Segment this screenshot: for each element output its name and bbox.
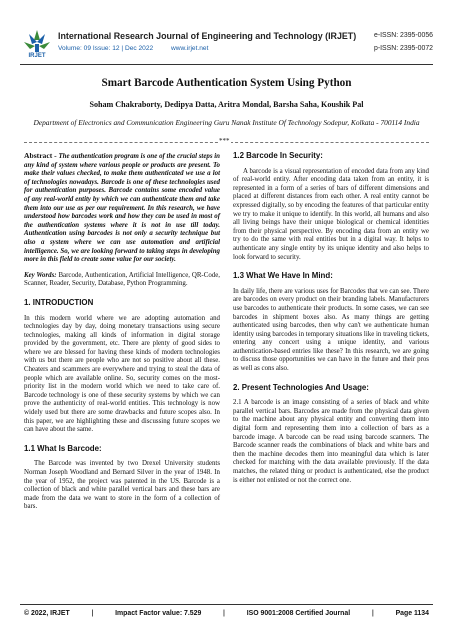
- eissn: e-ISSN: 2395-0056: [374, 32, 433, 39]
- section-heading-what-we-have-in-mind: 1.3 What We Have In Mind:: [233, 271, 333, 281]
- barcode-security-text: A barcode is a visual representation of encoded data from any kind of real-world entity. After encoding data taken from an entity, it is represented in a form of a series of bars of different dimensions and placed at different distances from each other. A real entity cannot be expressed digitally, so by encoding the features of that particular entity we try to make it unique to identify. In this world, all humans and also all living beings have their unique biological or chemical identities from their physical perspective. By encoding data from an entity we try to do the same with real entities but in a digital way. It helps to authenticate any single entity by its unique identity and also helps to look forward to security.: [233, 167, 429, 261]
- paper-title: Smart Barcode Authentication System Using Python: [101, 77, 352, 89]
- footer-separator: |: [91, 610, 94, 617]
- section-heading-barcode-security: 1.2 Barcode In Security:: [233, 151, 323, 160]
- abstract: [24, 152, 220, 265]
- journal-title: International Research Journal of Engineering and Technology (IRJET): [58, 31, 357, 41]
- section-heading-what-is-barcode: 1.1 What Is Barcode:: [24, 443, 102, 453]
- journal-header: [20, 28, 433, 62]
- keywords: [24, 272, 220, 289]
- keywords-label: Key Words:: [24, 271, 57, 279]
- page-footer: [24, 610, 429, 617]
- footer-separator: |: [371, 610, 374, 617]
- footer-page-number: Page 1134: [395, 610, 429, 617]
- footer-separator: |: [223, 610, 225, 617]
- what-is-barcode-text: The Barcode was invented by two Drexel University students Norman Joseph Woodland and Bernard Silver in the year of 1948. In the year of 1952, the project was patented in the US. Barcode is a collection of black and white parallel vertical bars and these bars are made from the data we want to store in the form of a collection of bars.: [24, 460, 220, 511]
- present-technologies-text: 2.1 A barcode is an image consisting of a series of black and white parallel vertical bars. Barcodes are made from the physical data given to the machine about any physical entity and converting them into digital form and representing them into a collection of bars as a barcode image. A barcode can be read using barcode scanners. The Barcode scanner reads the combinations of black and white bars and then the machine decodes them into meaningful data which is later checked for matching with the data available previously. If the data matches, the related thing or product is authenticated, else the product is either not enlisted or not the correct one.: [233, 399, 429, 484]
- footer-divider: [20, 604, 433, 605]
- left-column: [24, 152, 220, 519]
- footer-iso: ISO 9001:2008 Certified Journal: [246, 610, 351, 617]
- journal-meta: [58, 45, 224, 52]
- footer-impact-factor: Impact Factor value: 7.529: [115, 610, 202, 617]
- pissn: p-ISSN: 2395-0072: [374, 45, 433, 52]
- paper-authors: Soham Chakraborty, Dedipya Datta, Aritra Mondal, Barsha Saha, Koushik Pal: [89, 100, 364, 109]
- paper-affiliation: Department of Electronics and Communication Engineering Guru Nanak Institute Of Technology Sodepur, Kolkata - 700114 India: [33, 118, 420, 127]
- section-heading-present-technologies: 2. Present Technologies And Usage:: [233, 382, 369, 392]
- irjet-logo: [20, 28, 54, 62]
- divider-stars: ***: [219, 137, 230, 145]
- header-divider: [20, 64, 433, 65]
- footer-copyright: © 2022, IRJET: [24, 610, 70, 617]
- introduction-text: In this modern world where we are adopting automation and technologies day by day, doing monetary transactions using secure technologies, making all kinds of information in digital storage provided by the government, etc. There are plenty of good sides to where we are blessed for having these kinds of modern technologies with us but there are people who are not so positive about all these. Cheaters and scammers are everywhere and trying to steal the data of people which are available online. So, security comes on the most-priority list in the modern world which we need to take care of. Barcode technology is one of these security systems by which we can prove the authenticity of real-world entities. This technology is now widely used but there are some drawbacks and future scopes also. In this paper, we are highlighting these and discussing future scopes we can have about the same.: [24, 314, 220, 434]
- section-heading-introduction: 1. INTRODUCTION: [24, 297, 94, 307]
- volume-info: Volume: 09 Issue: 12 | Dec 2022: [58, 45, 154, 52]
- abstract-label: Abstract -: [24, 151, 57, 160]
- logo-text: IRJET: [28, 53, 46, 59]
- what-we-have-in-mind-text: In daily life, there are various uses for Barcodes that we can see. There are barcodes on every product on their branding labels. Manufacturers use barcodes to authenticate their products. In some cases, we can see barcodes in shipment boxes also. As many things are getting authenticated using barcodes, then why can't we authenticate human identity using barcodes in temporary situations like in traveling tickets, entering any concert using a unique identity, and various authentication-based entries like these? In this research, we are going to discuss those opportunities we can have in the future and their pros as well as cons also.: [233, 287, 429, 373]
- right-column: [233, 152, 429, 492]
- keywords-text: Barcode, Authentication, Artificial Intelligence, QR-Code, Scanner, Reader, Security, Database, Python Programming.: [24, 271, 220, 288]
- journal-website[interactable]: www.irjet.net: [171, 45, 209, 52]
- abstract-text: The authentication program is one of the crucial steps in any kind of system where various people or products are present. To make their values checked, to make them authenticated we use a lot of technologies nowadays. Barcode is one of these technologies used for authentication purposes. Barcode contains some encoded value of any real-world entity by which we can authenticate them and take them into our use as per our requirement. In this research, we have understood how barcodes work and how they can be used in most of the authentication systems where it is not in use till today. Authentication using barcodes is not only a security technique but also a system where we can use automation and artificial intelligence. So, we are looking forward to taking steps in developing more in this field to create some value for our society.: [24, 153, 221, 264]
